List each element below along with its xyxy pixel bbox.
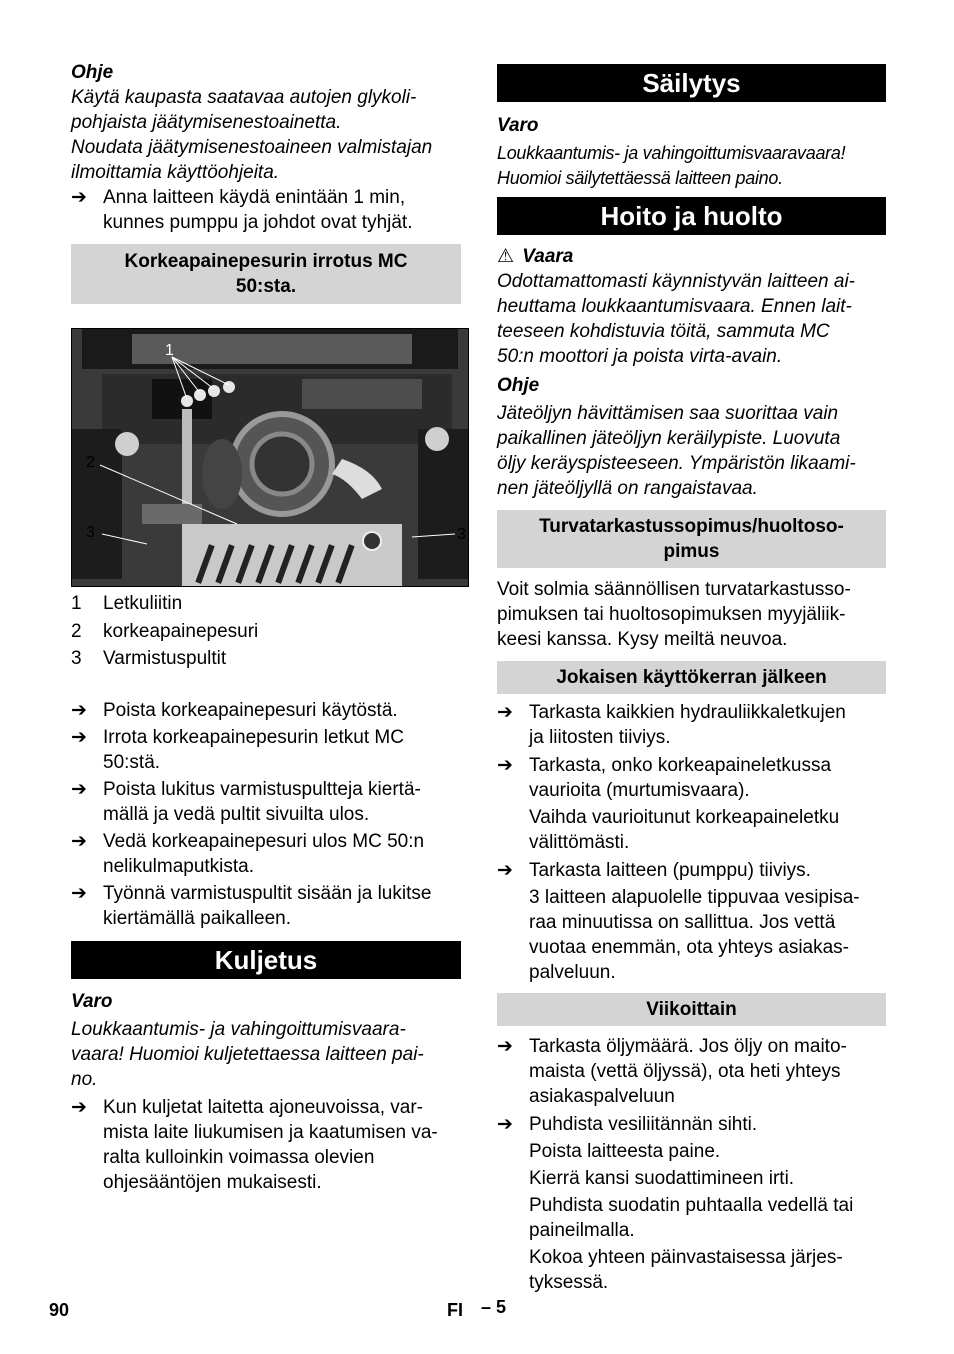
arrow-icon: ➔ bbox=[71, 831, 87, 852]
step-subtext: Puhdista suodatin puhtaalla vedellä tai paineilmalla. bbox=[529, 1195, 854, 1241]
step-text: Tarkasta kaikkien hydrauliikkaletkujen ja liitosten tiiviys. bbox=[529, 702, 846, 748]
note-text: Jäteöljyn hävittämisen saa suorittaa vain paikallinen jäteöljyn keräilypiste. Luovuta öljy keräyspisteeseen. Ympäristön likaami- nen jäteöljyllä on rangaistavaa. bbox=[497, 403, 856, 499]
legend-item: 3 Varmistuspultit bbox=[71, 648, 227, 669]
step-text: Tarkasta, onko korkeapaineletkussa vaurioita (murtumisvaara). bbox=[529, 755, 832, 801]
language-code: FI bbox=[447, 1300, 463, 1320]
step-text: Anna laitteen käydä enintään 1 min, kunnes pumppu ja johdot ovat tyhjät. bbox=[103, 187, 413, 233]
danger-heading: ⚠ Vaara bbox=[497, 246, 574, 267]
step-text: Irrota korkeapainepesurin letkut MC 50:stä. bbox=[103, 727, 404, 773]
sub-page-number: – 5 bbox=[481, 1297, 507, 1317]
arrow-icon: ➔ bbox=[71, 779, 87, 800]
section-heading-care: Hoito ja huolto bbox=[497, 197, 886, 235]
after-use-steps bbox=[497, 700, 886, 985]
step-item bbox=[71, 881, 461, 931]
arrow-icon: ➔ bbox=[497, 1036, 513, 1057]
step-run-empty bbox=[71, 185, 461, 235]
arrow-icon: ➔ bbox=[71, 187, 87, 208]
step-item bbox=[497, 700, 886, 750]
caution-heading: Varo bbox=[71, 991, 113, 1012]
arrow-icon: ➔ bbox=[497, 755, 513, 776]
right-column bbox=[497, 64, 886, 1295]
section-heading-after-use: Jokaisen käyttökerran jälkeen bbox=[497, 661, 886, 694]
callout-3-right: 3 bbox=[457, 526, 466, 543]
arrow-icon: ➔ bbox=[497, 702, 513, 723]
step-subtext: 3 laitteen alapuolelle tippuvaa vesipisa- raa minuutissa on sallittua. Jos vettä vuotaa enemmän, ota yhteys asiakas- palveluun. bbox=[529, 887, 860, 983]
note-text: Käytä kaupasta saatavaa autojen glykoli- pohjaista jäätymisenestoainetta. Noudata jäätymisenestoaineen valmistajan ilmoittamia käyttöohjeita. bbox=[71, 87, 433, 183]
callout-1: 1 bbox=[165, 342, 174, 359]
step-item bbox=[71, 777, 461, 827]
arrow-icon: ➔ bbox=[71, 700, 87, 721]
weekly-steps bbox=[497, 1034, 886, 1295]
step-text: Puhdista vesiliitännän sihti. bbox=[529, 1114, 758, 1135]
step-text: Kun kuljetat laitetta ajoneuvoissa, var- mista laite liukumisen ja kaatumisen va- ralta kulloinkin voimassa olevien ohjesääntöjen mukaisesti. bbox=[103, 1097, 438, 1193]
figure-pressure-washer bbox=[71, 328, 469, 587]
section-heading-remove: Korkeapainepesurin irrotus MC 50:sta. bbox=[71, 244, 461, 304]
caution-heading: Varo bbox=[497, 115, 539, 136]
step-item bbox=[497, 858, 886, 883]
step-subtext: Poista laitteesta paine. bbox=[529, 1141, 721, 1162]
pressure-washer-photo bbox=[72, 329, 468, 586]
arrow-icon: ➔ bbox=[497, 1114, 513, 1135]
section-heading-weekly: Viikoittain bbox=[497, 993, 886, 1026]
arrow-icon: ➔ bbox=[71, 727, 87, 748]
section-heading-storage: Säilytys bbox=[497, 64, 886, 102]
note-heading: Ohje bbox=[497, 375, 540, 396]
left-column bbox=[71, 60, 466, 1195]
removal-steps bbox=[71, 698, 461, 931]
contract-text: Voit solmia säännöllisen turvatarkastusso- pimuksen tai huoltosopimuksen myyjäliik- keesi kanssa. Kysy meiltä neuvoa. bbox=[497, 579, 851, 650]
step-item bbox=[497, 753, 886, 803]
step-item bbox=[71, 725, 461, 775]
step-text: Poista korkeapainepesuri käytöstä. bbox=[103, 700, 398, 721]
arrow-icon: ➔ bbox=[71, 1097, 87, 1118]
step-subtext: Kierrä kansi suodattimineen irti. bbox=[529, 1168, 795, 1189]
step-text: Vedä korkeapainepesuri ulos MC 50:n nelikulmaputkista. bbox=[103, 831, 425, 877]
callout-3-left: 3 bbox=[86, 524, 95, 541]
arrow-icon: ➔ bbox=[71, 883, 87, 904]
step-text: Tarkasta öljymäärä. Jos öljy on maito- maista (vettä öljyssä), ota heti yhteys asiakaspalveluun bbox=[529, 1036, 847, 1107]
step-text: Tarkasta laitteen (pumppu) tiiviys. bbox=[529, 860, 811, 881]
danger-text: Odottamattomasti käynnistyvän laitteen ai- heuttama loukkaantumisvaara. Ennen lait- teeseen kohdistuvia töitä, sammuta MC 50:n moottori ja poista virta-avain. bbox=[497, 271, 856, 367]
step-subtext: Kokoa yhteen päinvastaisessa järjes- tyksessä. bbox=[529, 1247, 843, 1293]
step-subtext: Vaihda vaurioitunut korkeapaineletku välittömästi. bbox=[529, 807, 840, 853]
caution-text: Loukkaantumis- ja vahingoittumisvaara- vaara! Huomioi kuljetettaessa laitteen pai- no. bbox=[71, 1019, 424, 1090]
caution-text: Loukkaantumis- ja vahingoittumisvaaravaara! Huomioi säilytettäessä laitteen paino. bbox=[497, 143, 846, 188]
callout-2: 2 bbox=[86, 454, 95, 471]
legend-item: 1 Letkuliitin bbox=[71, 593, 183, 614]
page-number: 90 bbox=[49, 1300, 70, 1320]
section-heading-transport: Kuljetus bbox=[71, 941, 461, 979]
step-text: Poista lukitus varmistuspultteja kiertä- mällä ja vedä pultit sivuilta ulos. bbox=[103, 779, 421, 825]
transport-step bbox=[71, 1095, 461, 1195]
step-item bbox=[71, 829, 461, 879]
step-text: Työnnä varmistuspultit sisään ja lukitse kiertämällä paikalleen. bbox=[103, 883, 432, 929]
legend-item: 2 korkeapainepesuri bbox=[71, 621, 259, 642]
note-heading: Ohje bbox=[71, 62, 114, 83]
arrow-icon: ➔ bbox=[497, 860, 513, 881]
section-heading-contract: Turvatarkastussopimus/huoltoso- pimus bbox=[497, 510, 886, 568]
step-item bbox=[497, 1112, 886, 1137]
step-item bbox=[71, 698, 461, 723]
warning-icon: ⚠ bbox=[497, 246, 515, 267]
step-item bbox=[497, 1034, 886, 1109]
